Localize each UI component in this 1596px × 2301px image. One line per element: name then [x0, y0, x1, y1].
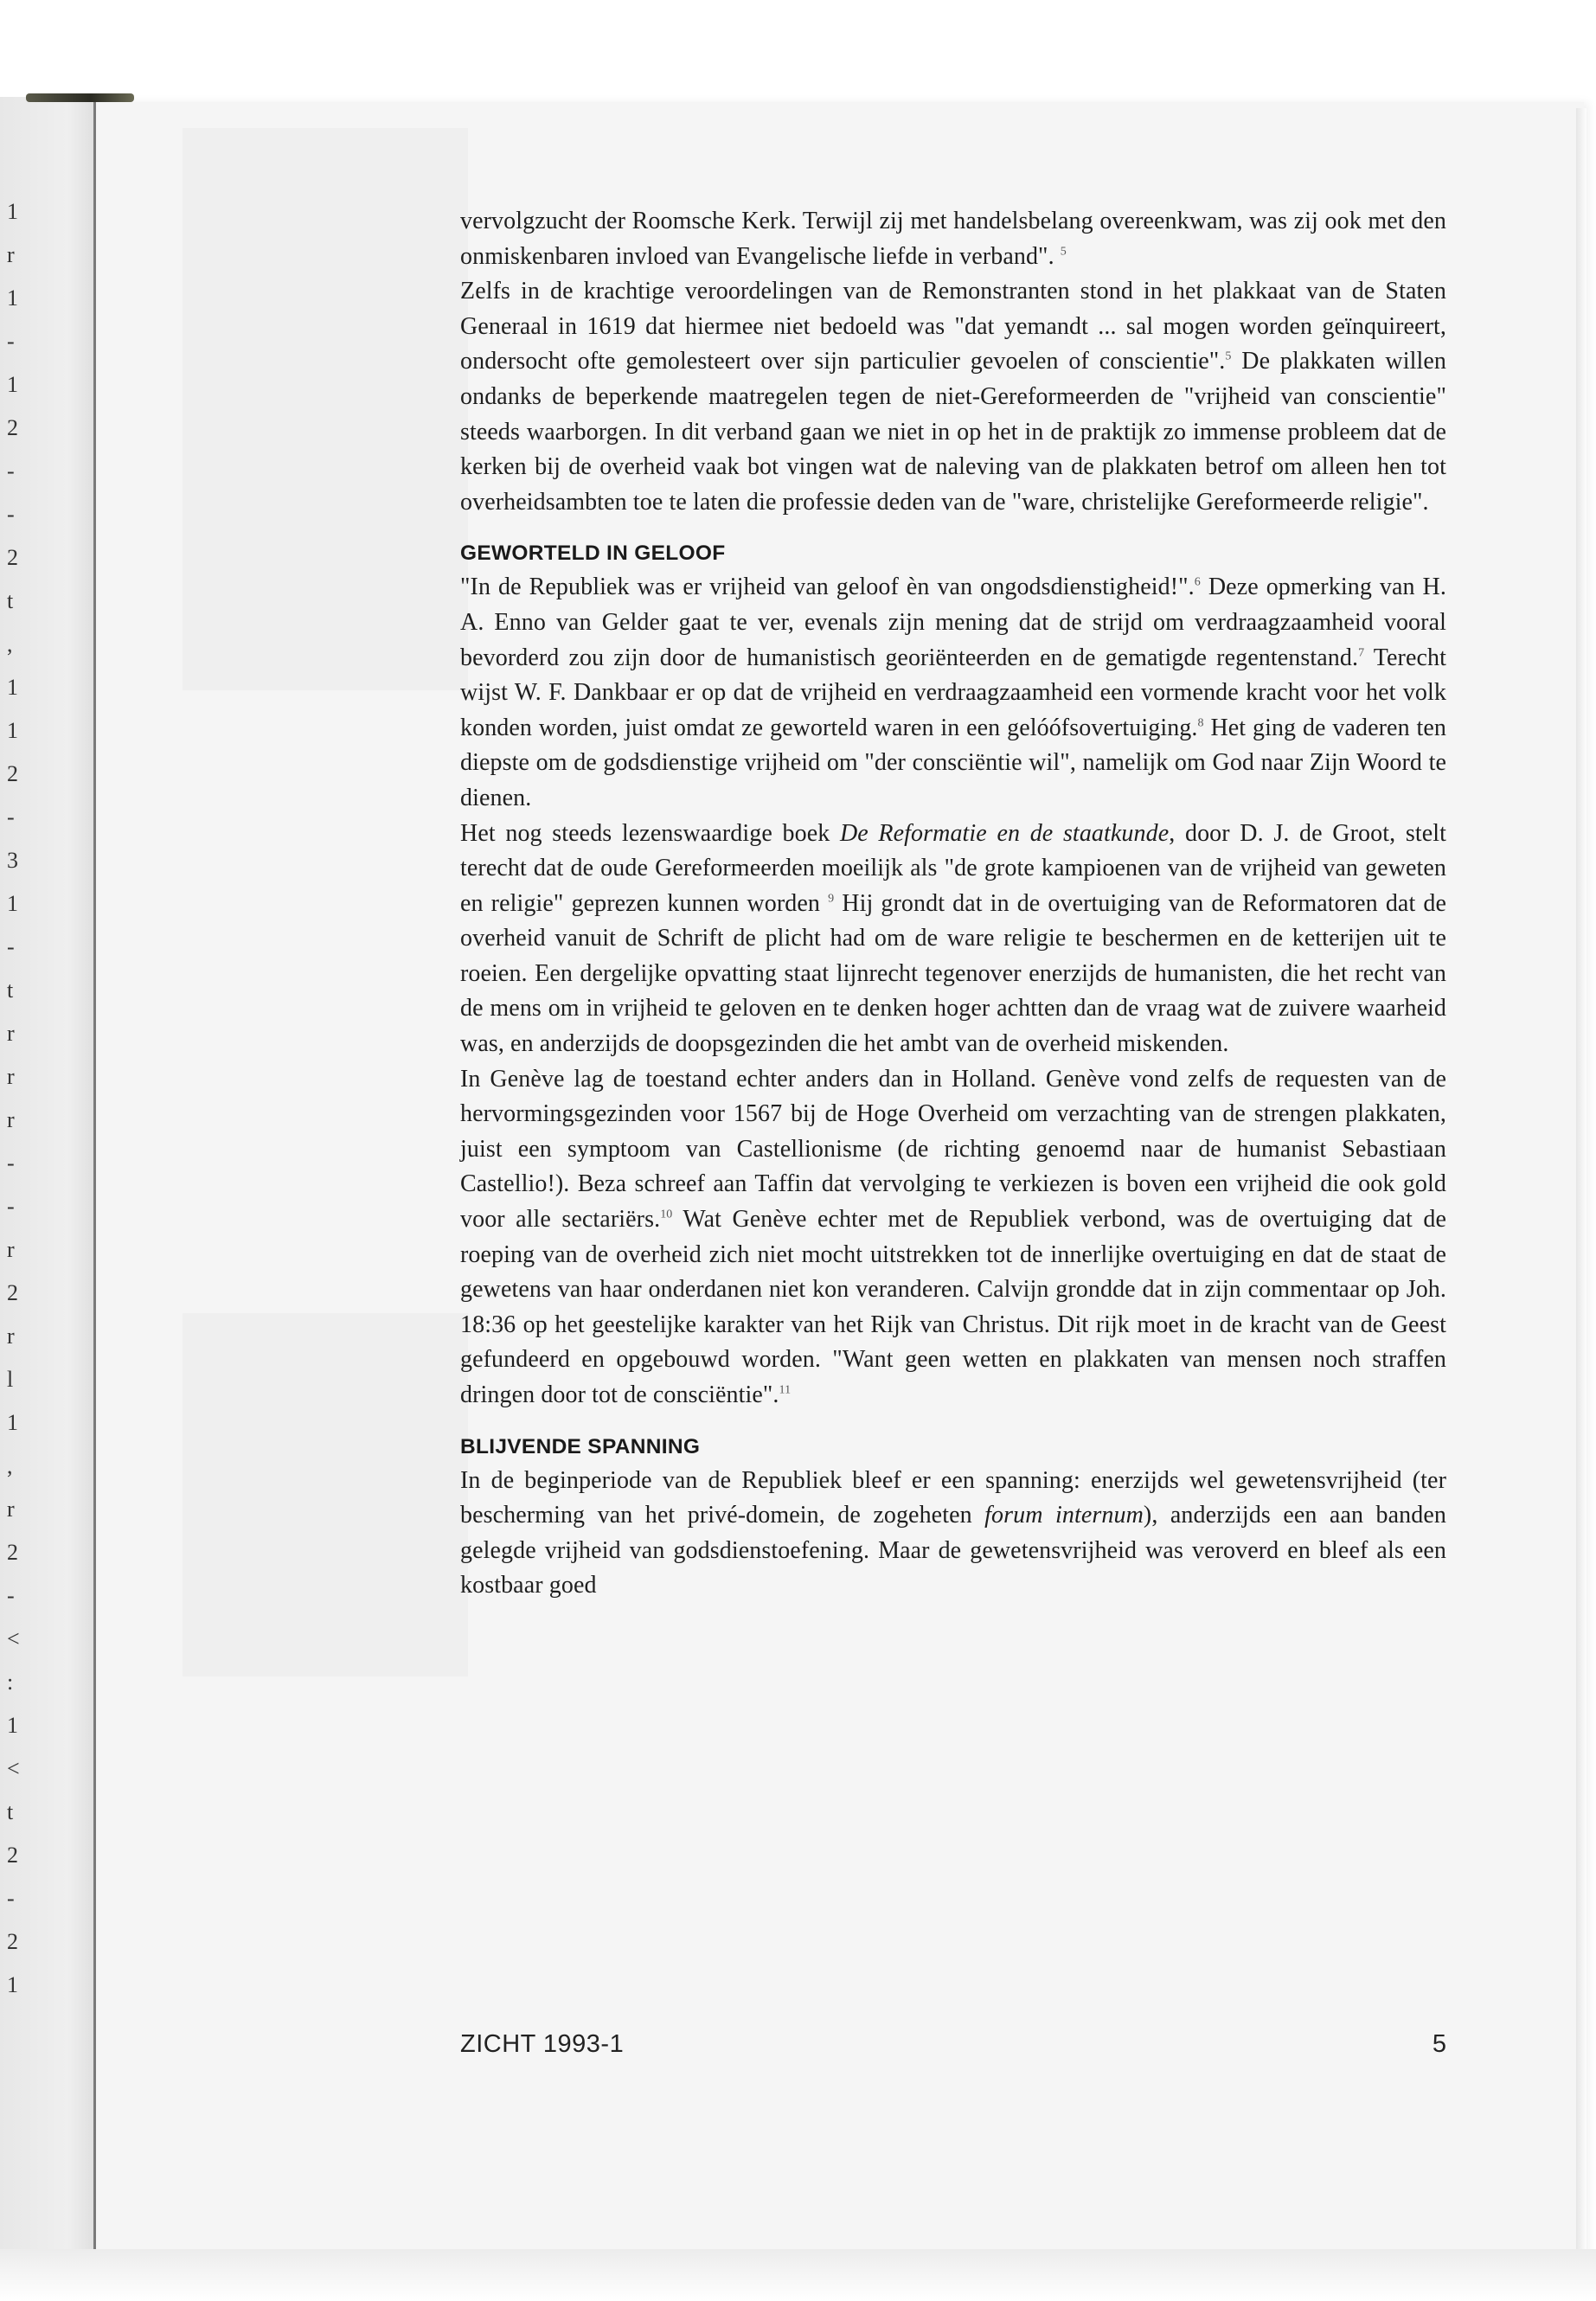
- book-title: De Reformatie en de staatkunde: [839, 819, 1170, 847]
- margin-fragment: 2: [7, 545, 18, 570]
- footnote-ref: 9: [828, 892, 835, 906]
- paragraph: Zelfs in de krachtige veroordelingen van de Remonstranten stond in het plakkaat van de Staten Generaal in 1619 dat hiermee niet bedoeld was "dat yemandt ... sal mogen worden geïnquireert, ondersocht ofte gemolesteert over sijn particulier gevoelen of conscientie".$^5$ De plakkaten willen ondanks de beperkende maatregelen tegen de niet-Gereformeerden de "vrijheid van conscientie" steeds waarborgen. In dit verband gaan we niet in op het in de praktijk zo immense probleem dat de kerken bij de overheid vaak bot vingen wat de naleving van de plakkaten betrof om alleen hen tot overheidsambten toe te laten die professie deden van de "ware, christelijke Gereformeerde religie".: [460, 278, 1446, 516]
- margin-fragment: r: [7, 1497, 15, 1522]
- footnote-ref: 11: [779, 1383, 792, 1397]
- margin-fragment: 2: [7, 415, 18, 440]
- margin-fragment: ,: [7, 631, 13, 657]
- margin-fragment: 2: [7, 761, 18, 786]
- margin-fragment: <: [7, 1756, 20, 1781]
- margin-fragment: -: [7, 329, 15, 354]
- margin-fragment: -: [7, 1886, 15, 1911]
- margin-fragment: r: [7, 242, 15, 267]
- margin-fragment: 1: [7, 285, 18, 311]
- margin-fragment: <: [7, 1626, 20, 1651]
- bleed-through-area: [183, 128, 468, 690]
- article-body: [460, 204, 1446, 1604]
- margin-fragment: t: [7, 1799, 14, 1824]
- margin-fragment: 3: [7, 848, 18, 873]
- journal-issue: ZICHT 1993-1: [460, 2030, 625, 2058]
- margin-fragment: r: [7, 1324, 15, 1349]
- margin-fragment: 1: [7, 675, 18, 700]
- footnote-ref: 7: [1358, 646, 1365, 660]
- paragraph: Het nog steeds lezenswaardige boek De Reformatie en de staatkunde, door D. J. de Groot, stelt terecht dat de oude Gereformeerden moeilijk als "de grote kampioenen van de vrijheid van geweten en religie" geprezen kunnen worden $^9$ Hij grondt dat in de overtuiging van de Reformatoren dat de overheid vanuit de Schrift de plicht had om de ware religie te beschermen en de ketterijen uit te roeien. Een dergelijke opvatting staat lijnrecht tegenover enerzijds de humanisten, die het recht van de mens om in vrijheid te geloven en te denken hoger achtten dan de vraag wat de zuivere waarheid was, en anderzijds de doopsgezinden die het ambt van de overheid miskenden.: [460, 819, 1447, 1058]
- paragraph: In Genève lag de toestand echter anders dan in Holland. Genève vond zelfs de requesten van de hervormingsgezinden voor 1567 bij de Hoge Overheid om verzachting van de strengen plakkaten, juist een symptoom van Castellionisme (de richting genoemd naar de humanist Sebastiaan Castellio!). Beza schreef aan Taffin dat vervolging te verkiezen is boven een vrijheid die ook gold voor alle sectariërs.$^{10}$ Wat Genève echter met de Republiek verbond, was de overtuiging dat de roeping van de overheid zich niet mocht uitstrekken tot de innerlijke overtuiging en dat de staat de gewetens van haar onderdanen niet kon veranderen. Calvijn grondde dat in zijn commentaar op Joh. 18:36 op het geestelijke karakter van het Rijk van Christus. Dit rijk moet in de kracht van de Geest gefundeerd en opgebouwd worden. "Want geen wetten en plakkaten van mensen noch straffen dringen door tot de consciëntie".$^{11}$: [460, 1065, 1446, 1408]
- bleed-through-area: [183, 1313, 468, 1676]
- margin-fragment: -: [7, 1583, 15, 1608]
- margin-fragment: 2: [7, 1540, 18, 1565]
- margin-fragment: t: [7, 977, 14, 1003]
- section-heading: BLIJVENDE SPANNING: [460, 1434, 701, 1458]
- page-right-edge: [1576, 108, 1586, 2271]
- margin-fragment: -: [7, 502, 15, 527]
- margin-fragment: ,: [7, 1453, 13, 1478]
- margin-fragment: :: [7, 1670, 14, 1695]
- scan-background-bottom: [0, 2249, 1596, 2301]
- margin-fragment: r: [7, 1064, 15, 1089]
- margin-fragment: -: [7, 804, 15, 830]
- margin-fragment: 1: [7, 718, 18, 743]
- paragraph: vervolgzucht der Roomsche Kerk. Terwijl zij met handelsbelang overeenkwam, was zij ook met den onmiskenbaren invloed van Evangelische liefde in verband". $^5$: [460, 208, 1446, 270]
- margin-fragment: 1: [7, 372, 18, 397]
- margin-fragment: -: [7, 458, 15, 484]
- paragraph: In de beginperiode van de Republiek bleef er een spanning: enerzijds wel gewetensvrijheid (ter bescherming van het privé-domein, de zogeheten forum internum), anderzijds een aan banden gelegde vrijheid van godsdienstoefening. Maar de gewetensvrijheid was veroverd en bleef als een kostbaar goed: [460, 1466, 1446, 1599]
- paragraph: "In de Republiek was er vrijheid van geloof èn van ongodsdienstigheid!".$^6$ Deze opmerking van H. A. Enno van Gelder gaat te ver, evenals zijn mening dat de strijd om verdraagzaamheid vooral bevorderd zou zijn door de humanistisch georiënteerden en de gematigde regentenstand.$^7$ Terecht wijst W. F. Dankbaar er op dat de vrijheid en verdraagzaamheid een vormende kracht voor het volk konden worden, juist omdat ze geworteld waren in een gelóófsovertuiging.$^8$ Het ging de vaderen ten diepste om de godsdienstige vrijheid om "der consciëntie wil", namelijk om God naar Zijn Woord te dienen.: [460, 574, 1446, 811]
- margin-fragment: -: [7, 1194, 15, 1219]
- page-number: 5: [1432, 2030, 1446, 2058]
- margin-fragment: l: [7, 1367, 14, 1392]
- footnote-ref: 5: [1225, 350, 1232, 364]
- margin-fragment: 1: [7, 1713, 18, 1738]
- margin-fragment: r: [7, 1107, 15, 1132]
- footnote-ref: 8: [1197, 716, 1204, 730]
- binding-clip-mark: [26, 93, 134, 102]
- margin-fragment: r: [7, 1237, 15, 1262]
- section-heading: GEWORTELD IN GELOOF: [460, 542, 726, 566]
- footnote-ref: 5: [1060, 245, 1067, 259]
- footnote-ref: 10: [660, 1208, 673, 1221]
- margin-fragment: -: [7, 1150, 15, 1176]
- margin-fragment: t: [7, 588, 14, 613]
- margin-fragment: 2: [7, 1929, 18, 1954]
- margin-fragment: 1: [7, 199, 18, 224]
- margin-fragment: 1: [7, 1410, 18, 1435]
- margin-fragment: -: [7, 934, 15, 959]
- margin-fragment: 1: [7, 891, 18, 916]
- margin-fragment: 2: [7, 1843, 18, 1868]
- margin-fragment: 1: [7, 1972, 18, 1997]
- margin-fragment: r: [7, 1021, 15, 1046]
- scan-background-top: [0, 0, 1596, 99]
- margin-fragment: 2: [7, 1280, 18, 1305]
- latin-term: forum internum: [984, 1502, 1144, 1529]
- footnote-ref: 6: [1194, 576, 1201, 590]
